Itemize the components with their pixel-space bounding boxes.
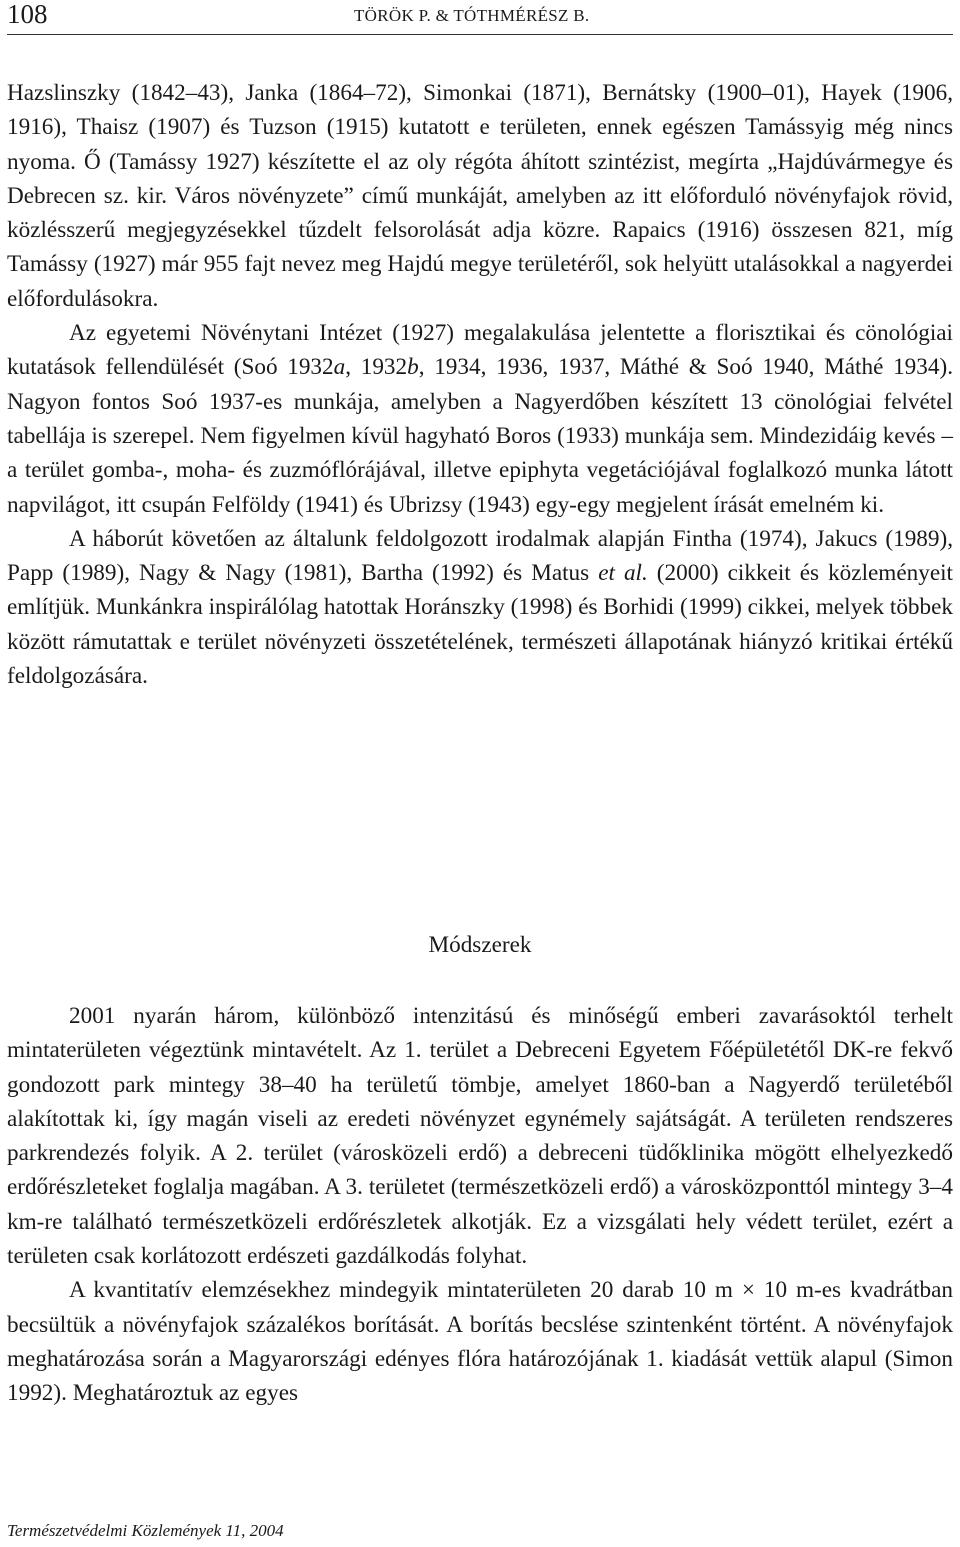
paragraph-2-italic-a: a bbox=[333, 354, 346, 381]
page-number: 108 bbox=[7, 0, 48, 29]
methods-paragraph-2: A kvantitatív elemzésekhez mindegyik mintaterületen 20 darab 10 m × 10 m-es kvadrátban becsültük a növényfajok százalékos borítását. A borítás becslése szintenként történt. A növényfajok meghatározása során a Magyarországi edényes flóra határozójának 1. kiadását vettük alapul (Simon 1992). Meghatároztuk az egyes bbox=[7, 1277, 953, 1407]
paragraph-2-italic-b: b bbox=[407, 354, 419, 381]
body-text-section-1 bbox=[7, 76, 953, 693]
running-head: TÖRÖK P. & TÓTHMÉRÉSZ B. bbox=[354, 6, 590, 25]
paragraph-2-part-b: , 1932 bbox=[345, 354, 408, 381]
page-header bbox=[7, 0, 953, 35]
paragraph-2 bbox=[7, 316, 953, 522]
paragraph-3-part-a: A háborút követően az általunk feldolgozott irodalmak alapján Fintha (1974), Jakucs (1989), Papp (1989), Nagy & Nagy (1981), Bartha (1992) és Matus bbox=[7, 525, 953, 587]
paragraph-3-italic: et al. bbox=[598, 560, 648, 587]
body-text-section-2 bbox=[7, 999, 953, 1411]
journal-footer: Természetvédelmi Közlemények 11, 2004 bbox=[7, 1521, 284, 1540]
section-heading: Módszerek bbox=[428, 932, 532, 958]
paragraph-2-part-a: Az egyetemi Növénytani Intézet (1927) megalakulása jelentette a florisztikai és cönológiai kutatások fellendülését (Soó 1932 bbox=[7, 320, 953, 381]
methods-paragraph-1: 2001 nyarán három, különböző intenzitású és minőségű emberi zavarásoktól terhelt mintaterületen végeztünk mintavételt. Az 1. terület a Debreceni Egyetem Főépületétől DK-re fekvő gondozott park mintegy 38–40 ha területű tömbje, amelyet 1860-ban a Nagyerdő területéből alakítottak ki, így magán viseli az eredeti növényzet egynémely sajátságát. A területen rendszeres parkrendezés folyik. A 2. terület (városközeli erdő) a debreceni tüdőklinika mögött elhelyezkedő erdőrészleteket foglalja magában. A 3. területet (természetközeli erdő) a városközponttól mintegy 3–4 km-re található természetközeli erdőrészletek alkotják. Ez a vizsgálati hely védett terület, ezért a területen csak korlátozott erdészeti gazdálkodás folyhat. bbox=[7, 1003, 953, 1270]
paragraph-2-part-c: , 1934, 1936, 1937, Máthé & Soó 1940, Máthé 1934). Nagyon fontos Soó 1937-es munkája, amelyben a Nagyerdőben készített 13 cönológiai felvétel tabellája is szerepel. Nem figyelmen kívül hagyható Boros (1933) munkája sem. Mindezidáig kevés – a terület gomba-, moha- és zuzmóflórájával, illetve epiphyta vegetációjával foglalkozó munka látott napvilágot, itt csupán Felföldy (1941) és Ubrizsy (1943) egy-egy megjelent írását emelném ki. bbox=[7, 354, 953, 518]
paragraph-3 bbox=[7, 522, 953, 693]
paragraph-1: Hazslinszky (1842–43), Janka (1864–72), Simonkai (1871), Bernátsky (1900–01), Hayek (1906, 1916), Thaisz (1907) és Tuzson (1915) kutatott e területen, ennek egészen Tamássyig még nincs nyoma. Ő (Tamássy 1927) készítette el az oly régóta áhított szintézist, megírta „Hajdúvármegye és Debrecen sz. kir. Város növényzete” című munkáját, amelyben az itt előforduló növényfajok rövid, közlésszerű megjegyzésekkel tűzdelt felsorolását adja közre. Rapaics (1916) összesen 821, míg Tamássy (1927) már 955 fajt nevez meg Hajdú megye területéről, sok helyütt utalásokkal a nagyerdei előfordulásokra. bbox=[7, 80, 953, 312]
paragraph-3-part-b: (2000) cikkeit és közleményeit említjük. Munkánkra inspirálólag hatottak Horánszky (1998) és Borhidi (1999) cikkei, melyek többek között rámutattak e terület növényzeti összetételének, természeti állapotának hiányzó kritikai értékű feldolgozására. bbox=[7, 560, 953, 690]
